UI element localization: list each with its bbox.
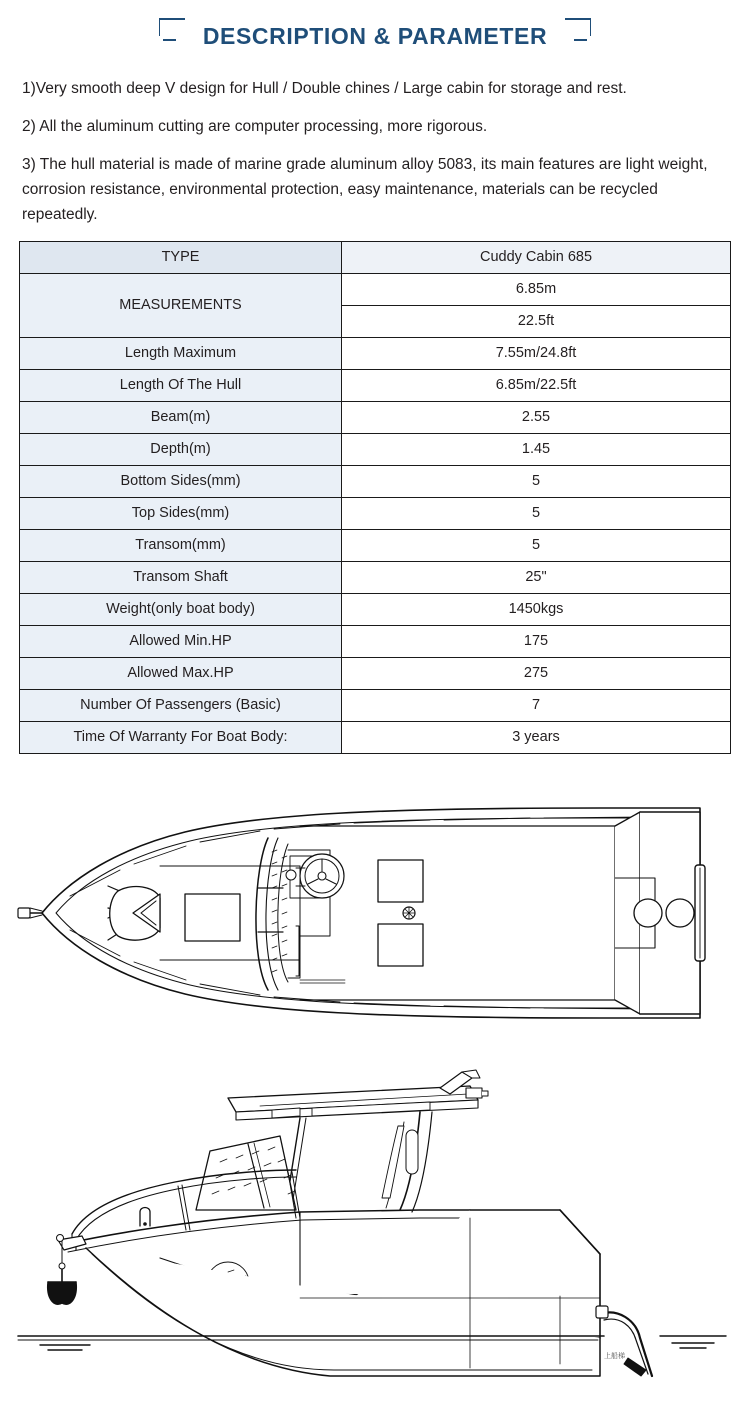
table-cell-label: Length Of The Hull [20, 369, 342, 401]
stern-fitting-right [666, 899, 694, 927]
waterline-symbol-left [40, 1345, 90, 1350]
table-cell-value-measurements-m: 6.85m [342, 273, 731, 305]
description-paragraph-1: 1)Very smooth deep V design for Hull / Double chines / Large cabin for storage and rest. [22, 80, 627, 97]
table-cell-label: Transom Shaft [20, 561, 342, 593]
table-cell-value: 7.55m/24.8ft [342, 337, 731, 369]
table-cell-label: Depth(m) [20, 433, 342, 465]
description-paragraph-3: 3) The hull material is made of marine grade aluminum alloy 5083, its main features are light weight, corrosion resistance, environmental protection, easy maintenance, materials can be recycled repeatedly. [22, 156, 708, 224]
bow-eye-fitting [18, 908, 30, 918]
table-cell-label: Length Maximum [20, 337, 342, 369]
boat-top-view-drawing [0, 768, 750, 1058]
table-header-value: Cuddy Cabin 685 [342, 241, 731, 273]
table-cell-label: Bottom Sides(mm) [20, 465, 342, 497]
anchor-roller-pin [57, 1234, 64, 1241]
foredeck-hatch [185, 894, 240, 941]
table-cell-value: 175 [342, 625, 731, 657]
cabin-side-panel [382, 1126, 404, 1198]
hardtop-pillar-front-b [292, 1118, 306, 1206]
table-header-label: TYPE [20, 241, 342, 273]
table-cell-label: Allowed Max.HP [20, 657, 342, 689]
boat-side-view-drawing [0, 1058, 750, 1378]
page-title: DESCRIPTION & PARAMETER [202, 22, 548, 49]
table-row [20, 401, 731, 433]
table-cell-value: 5 [342, 497, 731, 529]
cockpit-hatch-aft [378, 924, 423, 966]
antenna-box [466, 1088, 482, 1098]
table-cell-value: 1.45 [342, 433, 731, 465]
table-row [20, 433, 731, 465]
table-cell-value: 3 years [342, 721, 731, 753]
stern-fitting-left [634, 899, 662, 927]
table-cell-value: 1450kgs [342, 593, 731, 625]
description-paragraph-2: 2) All the aluminum cutting are computer processing, more rigorous. [22, 118, 488, 136]
table-cell-value-measurements-ft: 22.5ft [342, 305, 731, 337]
table-cell-value: 25" [342, 561, 731, 593]
throttle-control [286, 870, 296, 880]
side-view-svg [0, 1058, 750, 1378]
table-row [20, 369, 731, 401]
title-wrap [159, 18, 591, 54]
table-cell-value: 275 [342, 657, 731, 689]
spec-table [19, 241, 731, 754]
table-row-measurements-1 [20, 273, 731, 305]
antenna-tip [482, 1091, 488, 1096]
deck-sheer-line [64, 1210, 470, 1244]
table-row [20, 593, 731, 625]
table-cell-value: 2.55 [342, 401, 731, 433]
table-cell-label: Allowed Min.HP [20, 625, 342, 657]
table-cell-label: Beam(m) [20, 401, 342, 433]
spec-table-body [20, 241, 731, 753]
table-cell-label: Transom(mm) [20, 529, 342, 561]
table-row [20, 337, 731, 369]
cockpit-hatch-forward [378, 860, 423, 902]
table-cell-label: Weight(only boat body) [20, 593, 342, 625]
deck-sheer-line-b [68, 1218, 470, 1252]
table-row [20, 625, 731, 657]
table-row [20, 657, 731, 689]
table-cell-value: 5 [342, 465, 731, 497]
description-section [0, 76, 750, 228]
page-header [0, 0, 750, 72]
title-bracket-right-icon [561, 18, 591, 54]
table-row [20, 465, 731, 497]
cabin-window [406, 1130, 418, 1174]
anchor-ring [59, 1263, 65, 1269]
waterline-symbol-right [672, 1343, 714, 1348]
table-row [20, 721, 731, 753]
anchor-flukes [48, 1282, 77, 1304]
title-bracket-left-icon [159, 18, 189, 54]
table-cell-value: 6.85m/22.5ft [342, 369, 731, 401]
ladder-annotation-label: 上船梯 [604, 1352, 625, 1360]
top-view-svg [0, 768, 750, 1058]
table-cell-value: 7 [342, 689, 731, 721]
table-cell-label-measurements: MEASUREMENTS [20, 273, 342, 337]
table-row [20, 497, 731, 529]
table-row [20, 529, 731, 561]
hardtop-panel-front [272, 1108, 300, 1118]
boarding-ladder-rail [600, 1312, 652, 1376]
spec-table-wrap [0, 241, 750, 754]
table-cell-label: Number Of Passengers (Basic) [20, 689, 342, 721]
ladder-mount-bracket [596, 1306, 608, 1318]
table-cell-label: Time Of Warranty For Boat Body: [20, 721, 342, 753]
windshield-side [196, 1136, 296, 1210]
table-row-header [20, 241, 731, 273]
steering-wheel-hub [318, 872, 326, 880]
bow-cleat-bolt [143, 1222, 147, 1226]
boat-drawings-section [0, 768, 750, 1378]
table-row [20, 689, 731, 721]
table-cell-label: Top Sides(mm) [20, 497, 342, 529]
table-cell-value: 5 [342, 529, 731, 561]
table-row [20, 561, 731, 593]
fuel-cap-detail [403, 907, 415, 919]
